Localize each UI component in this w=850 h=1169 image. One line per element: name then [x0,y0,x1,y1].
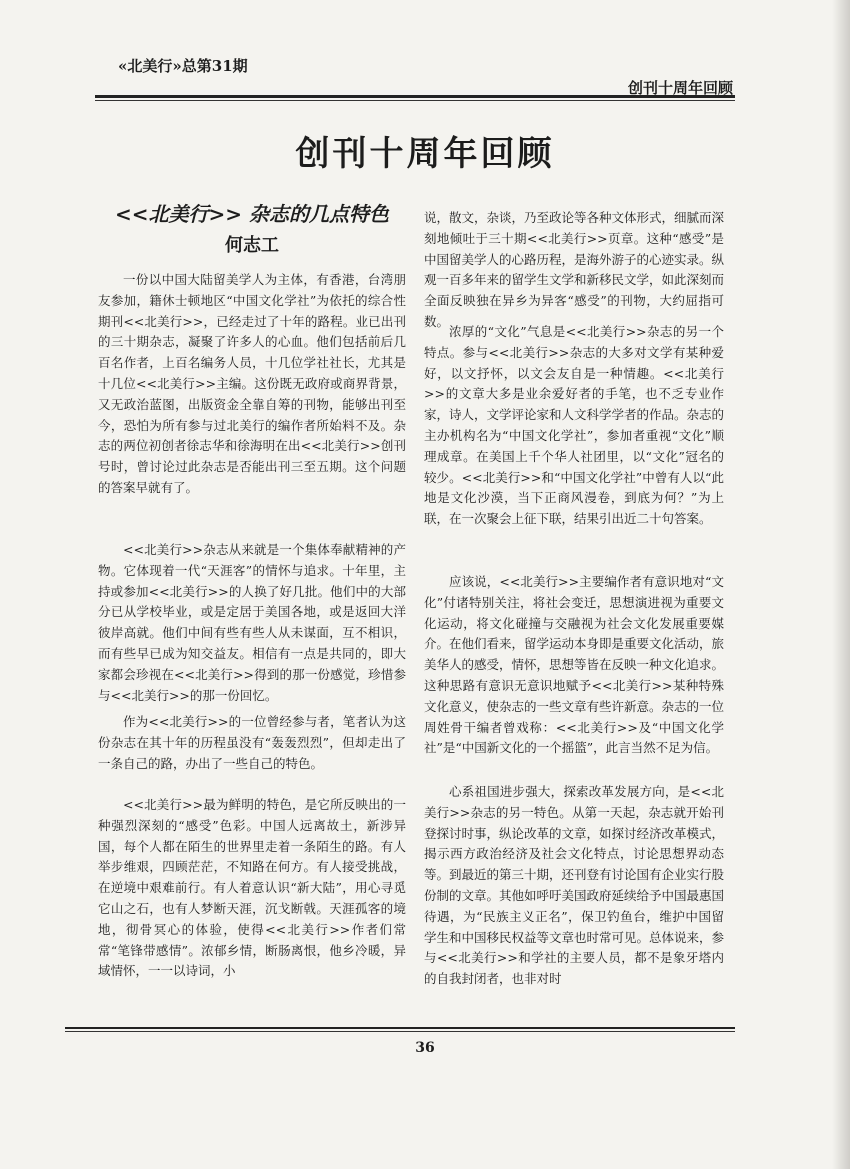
running-header-issue: «北美行»总第31期 [118,57,248,75]
paragraph: <<北美行>>最为鲜明的特色，是它所反映出的一种强烈深刻的“感受”色彩。中国人远离故土，新涉异国，每个人都在陌生的世界里走着一条陌生的路。有人举步维艰，四顾茫茫，不知路在何方。有人接受挑战，在逆境中艰难前行。有人着意认识“新大陆”，用心寻觅它山之石，也有人梦断天涯，沉戈断戟。天涯孤客的境地，彻骨冥心的体验，使得<<北美行>>作者们常常“笔锋带感情”。浓郁乡情，断肠离恨，他乡冷暖，异域情怀，一一以诗词，小 [98,797,406,979]
paragraph: 心系祖国进步强大，探索改革发展方向，是<<北美行>>杂志的另一特色。从第一天起，杂志就开始刊登探讨时事，纵论改革的文章，如探讨经济改革模式，揭示西方政治经济及社会文化特点，讨论思想界动态等。到最近的第三十期，还刊登有讨论国有企业实行股份制的文章。其他如呼吁美国政府延续给予中国最惠国待遇，为“民族主义正名”，保卫钓鱼台，维护中国留学生和中国移民权益等文章也时常可见。总体说来，参与<<北美行>>和学社的主要人员，都不是象牙塔内的自我封闭者，也非对时 [424,784,725,987]
paragraph: 说，散文，杂谈，乃至政论等各种文体形式，细腻而深刻地倾吐于三十期<<北美行>>页章。这种“感受”是中国留美学人的心路历程，是海外游子的心迹实录。纵观一百多年来的留学生文学和新移民文学，如此深刻而全面反映独在异乡为异客“感受”的刊物，大约屈指可数。 [424,210,725,329]
article-author: 何志工 [225,235,279,256]
header-rule-thin [95,100,735,101]
paragraph: 一份以中国大陆留美学人为主体，有香港，台湾朋友参加，籍休士顿地区“中国文化学社”为依托的综合性期刊<<北美行>>，已经走过了十年的路程。业已出刊的三十期杂志，凝聚了许多人的心血。他们包括前后几百名作者，上百名编务人员，十几位学社社长，尤其是十几位<<北美行>>主编。这份既无政府或商界背景，又无政治蓝图，出版资金全靠自筹的刊物，能够出刊至今，恐怕为所有参与过北美行的编作者所始料不及。杂志的两位初创者徐志华和徐海明在出<<北美行>>创刊号时，曾讨论过此杂志是否能出刊三至五期。这个问题的答案早就有了。 [98,272,406,495]
paragraph: <<北美行>>杂志从来就是一个集体奉献精神的产物。它体现着一代“天涯客”的情怀与追求。十年里，主持或参加<<北美行>>的人换了好几批。他们中的大部分已从学校毕业，或是定居于美国各地，或是返回大洋彼岸高就。他们中间有些有些人从未谋面，互不相识，而有些早已成为知交益友。相信有一点是共同的，即大家都会珍视在<<北美行>>得到的那一份感觉，珍惜参与<<北美行>>的那一份回忆。 [98,542,406,703]
footer-rule-thin [65,1031,735,1032]
paragraph: 浓厚的“文化”气息是<<北美行>>杂志的另一个特点。参与<<北美行>>杂志的大多对文学有某种爱好，以文抒怀，以文会友自是一种情趣。<<北美行>>的文章大多是业余爱好者的手笔，也不乏专业作家，诗人，文学评论家和人文科学学者的作品。杂志的主办机构名为“中国文化学社”，参加者重视“文化”顺理成章。在美国上千个华人社团里，以“文化”冠名的较少。<<北美行>>和“中国文化学社”中曾有人以“此地是文化沙漠，当下正商风漫卷，到底为何？”为上联，在一次聚会上征下联，结果引出近二十句答案。 [424,324,725,527]
footer-rule [65,1027,735,1029]
paragraph: 应该说，<<北美行>>主要编作者有意识地对“文化”付诸特别关注，将社会变迁，思想演进视为重要文化运动，将文化碰撞与交融视为社会文化发展重要媒介。在他们看来，留学运动本身即是重要文化活动，旅美华人的感受，情怀，思想等皆在反映一种文化追求。这种思路有意识无意识地赋予<<北美行>>某种特殊文化意义，使杂志的一些文章有些许新意。杂志的一位周姓骨干编者曾戏称：<<北美行>>及“中国文化学社”是“中国新文化的一个摇篮”，此言当然不足为信。 [424,574,725,756]
running-header-section: 创刊十周年回顾 [628,79,734,97]
scan-edge-shadow [832,0,850,1169]
page-number: 36 [415,1040,435,1056]
header-rule [95,95,735,98]
page-title: 创刊十周年回顾 [295,134,555,174]
article-title: <<北美行>> 杂志的几点特色 [115,202,389,226]
paragraph: 作为<<北美行>>的一位曾经参与者，笔者认为这份杂志在其十年的历程虽没有“轰轰烈烈”，但却走出了一条自己的路，办出了一些自己的特色。 [98,714,406,771]
